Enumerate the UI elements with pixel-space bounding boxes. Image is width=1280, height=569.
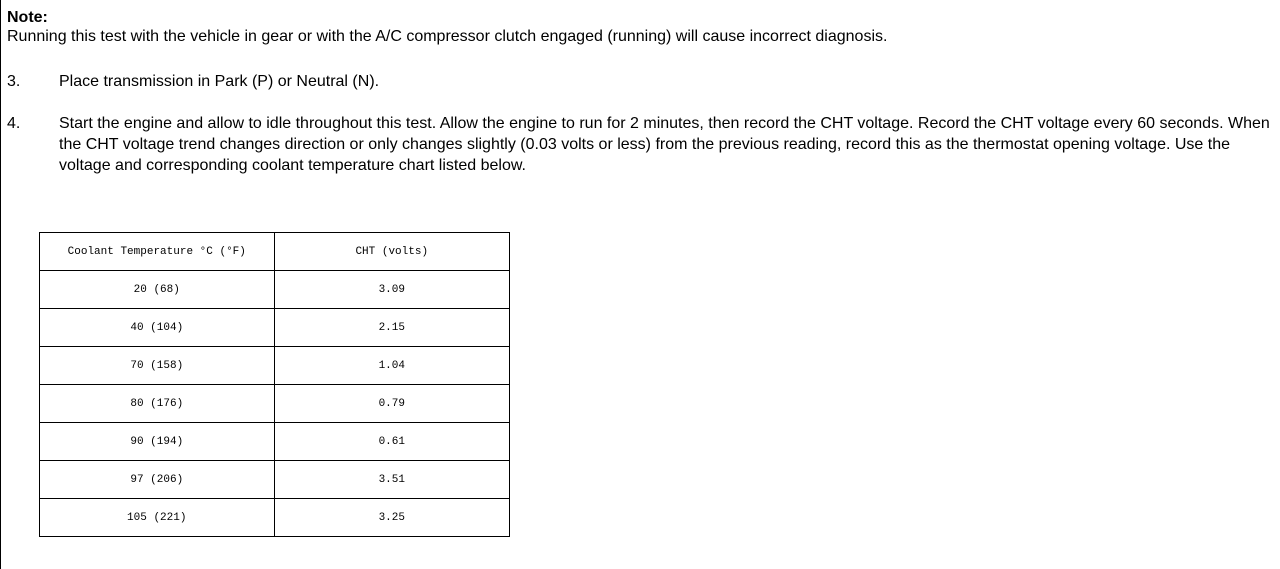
voltage-cell: 3.25 <box>274 499 509 537</box>
temperature-cell: 20 (68) <box>40 271 275 309</box>
voltage-cell: 0.79 <box>274 385 509 423</box>
temperature-cell: 97 (206) <box>40 461 275 499</box>
table-header-row <box>40 233 510 271</box>
note-block <box>7 8 1267 47</box>
voltage-cell: 0.61 <box>274 423 509 461</box>
temperature-cell: 90 (194) <box>40 423 275 461</box>
header-coolant-temperature: Coolant Temperature °C (°F) <box>40 233 275 271</box>
table-row <box>40 271 510 309</box>
table-row <box>40 461 510 499</box>
coolant-temperature-table <box>39 232 510 537</box>
temperature-cell: 105 (221) <box>40 499 275 537</box>
step-3 <box>7 71 1275 92</box>
table-row <box>40 499 510 537</box>
header-cht-volts: CHT (volts) <box>274 233 509 271</box>
voltage-cell: 3.51 <box>274 461 509 499</box>
voltage-cell: 3.09 <box>274 271 509 309</box>
table-row <box>40 385 510 423</box>
table-row <box>40 423 510 461</box>
table-row <box>40 347 510 385</box>
voltage-cell: 2.15 <box>274 309 509 347</box>
temperature-cell: 80 (176) <box>40 385 275 423</box>
step-number: 3. <box>7 73 21 90</box>
step-text: Place transmission in Park (P) or Neutral (N). <box>59 73 380 90</box>
note-heading: Note: <box>7 9 48 26</box>
temperature-cell: 40 (104) <box>40 309 275 347</box>
voltage-cell: 1.04 <box>274 347 509 385</box>
note-text: Running this test with the vehicle in gear or with the A/C compressor clutch engaged (running) will cause incorrect diagnosis. <box>7 28 888 45</box>
step-number: 4. <box>7 115 21 132</box>
step-text: Start the engine and allow to idle throughout this test. Allow the engine to run for 2 minutes, then record the CHT voltage. Record the CHT voltage every 60 seconds. When the CHT voltage trend changes direction or only changes slightly (0.03 volts or less) from the previous reading, record this as the thermostat opening voltage. Use the voltage and corresponding coolant temperature chart listed below. <box>59 115 1270 174</box>
temperature-cell: 70 (158) <box>40 347 275 385</box>
table-row <box>40 309 510 347</box>
step-4 <box>7 113 1275 176</box>
